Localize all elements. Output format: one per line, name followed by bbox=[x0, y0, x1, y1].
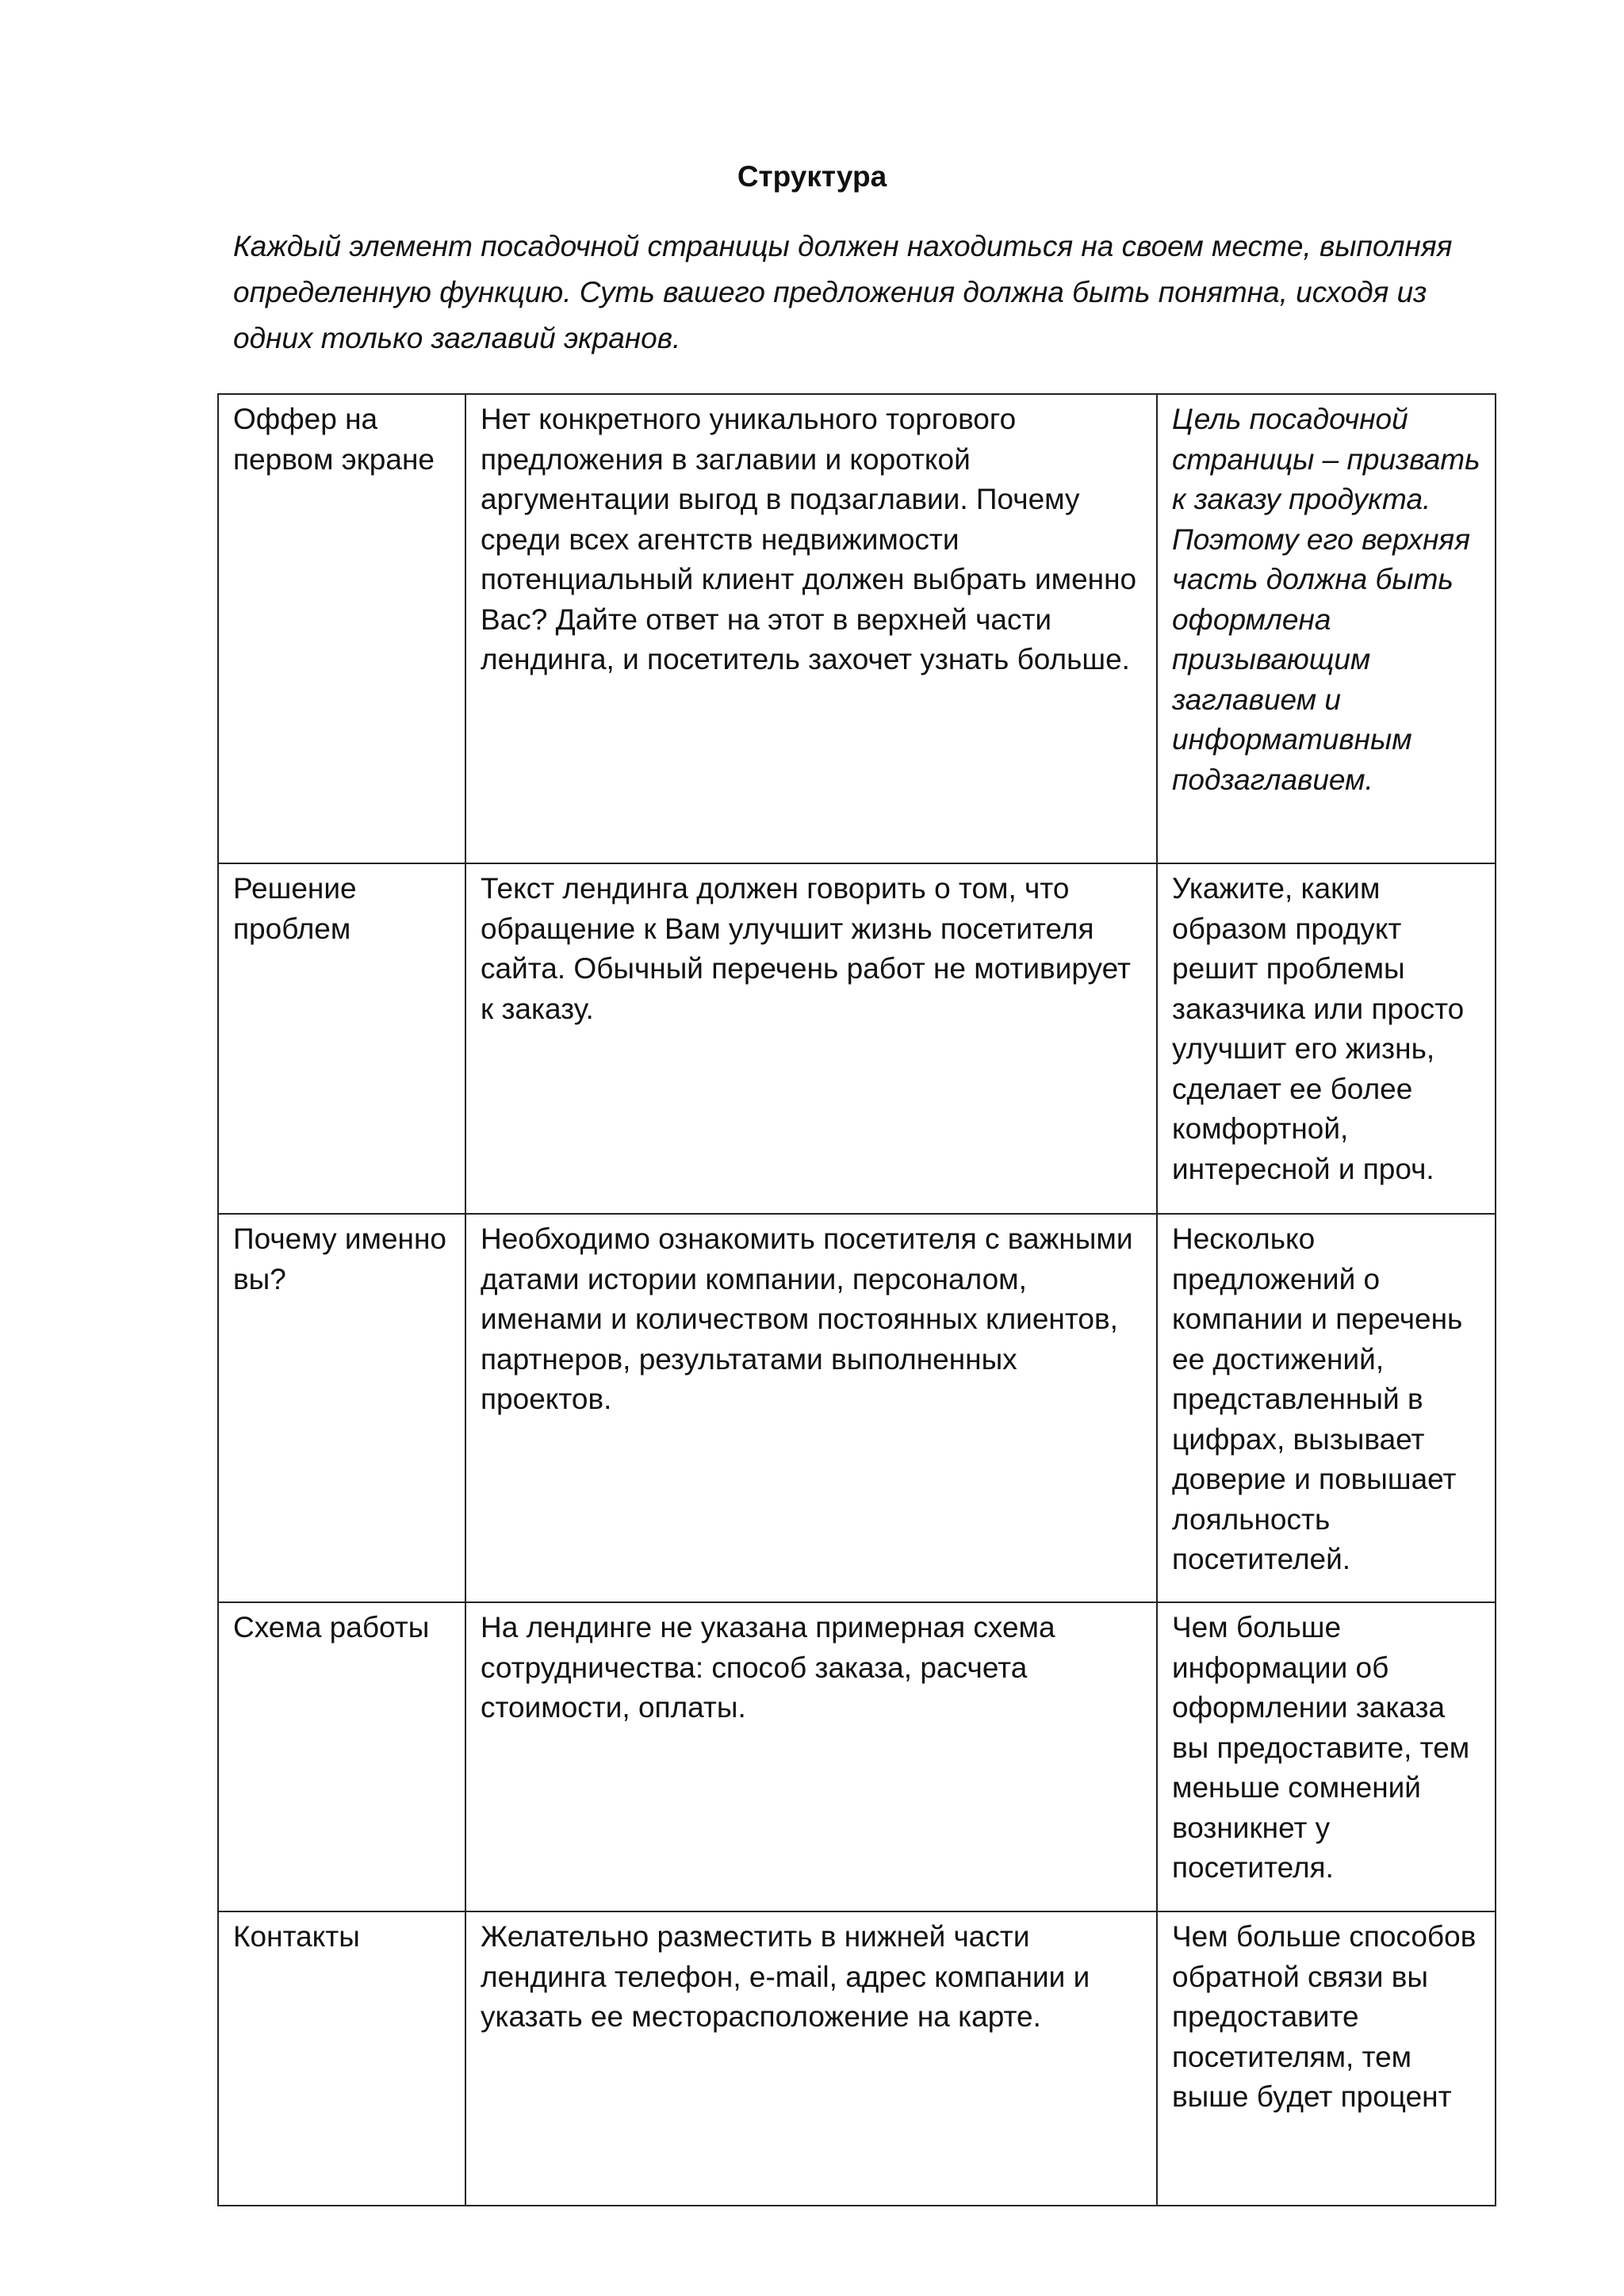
element-label: Почему именно вы? bbox=[233, 1223, 446, 1295]
issue-cell bbox=[465, 1214, 1157, 1602]
element-cell bbox=[218, 1602, 465, 1911]
element-cell bbox=[218, 1214, 465, 1602]
element-cell bbox=[218, 394, 465, 863]
issue-cell bbox=[465, 1602, 1157, 1911]
table-row bbox=[218, 1602, 1496, 1911]
note-cell bbox=[1157, 1214, 1496, 1602]
page-title: Структура bbox=[737, 160, 887, 193]
table-row bbox=[218, 1214, 1496, 1602]
note-text: Несколько предложений о компании и перечень ее достижений, представленный в цифрах, вызывает доверие и повышает лояльность посетителей. bbox=[1172, 1223, 1463, 1575]
element-label: Схема работы bbox=[233, 1611, 430, 1644]
element-label: Оффер на первом экране bbox=[233, 403, 435, 476]
note-cell bbox=[1157, 863, 1496, 1214]
table-row bbox=[218, 394, 1496, 863]
note-cell bbox=[1157, 1602, 1496, 1911]
note-text: Чем больше информации об оформлении заказа вы предоставите, тем меньше сомнений возникнет у посетителя. bbox=[1172, 1611, 1470, 1884]
element-cell bbox=[218, 863, 465, 1214]
structure-table bbox=[217, 393, 1496, 2206]
issue-text: Необходимо ознакомить посетителя с важными датами истории компании, персоналом, именами и количеством постоянных клиентов, партнеров, результатами выполненных проектов. bbox=[481, 1223, 1133, 1415]
issue-text: Желательно разместить в нижней части лендинга телефон, e-mail, адрес компании и указать ее месторасположение на карте. bbox=[481, 1920, 1090, 2033]
note-cell bbox=[1157, 1911, 1496, 2206]
issue-cell bbox=[465, 863, 1157, 1214]
element-cell bbox=[218, 1911, 465, 2206]
note-cell bbox=[1157, 394, 1496, 863]
note-text: Цель посадочной страницы – призвать к заказу продукта. Поэтому его верхняя часть должна быть оформлена призывающим заглавием и информативным подзаглавием. bbox=[1172, 403, 1480, 796]
issue-text: На лендинге не указана примерная схема сотрудничества: способ заказа, расчета стоимости, оплаты. bbox=[481, 1611, 1055, 1724]
note-text: Чем больше способов обратной связи вы предоставите посетителям, тем выше будет процент bbox=[1172, 1920, 1477, 2113]
table-row bbox=[218, 863, 1496, 1214]
element-label: Решение проблем bbox=[233, 872, 357, 945]
table-row bbox=[218, 1911, 1496, 2206]
issue-text: Нет конкретного уникального торгового предложения в заглавии и короткой аргументации выгод в подзаглавии. Почему среди всех агентств недвижимости потенциальный клиент должен выбрать именно Вас? Дайте ответ на этот в верхней части лендинга, и посетитель захочет узнать больше. bbox=[481, 403, 1137, 675]
issue-cell bbox=[465, 394, 1157, 863]
issue-text: Текст лендинга должен говорить о том, что обращение к Вам улучшит жизнь посетителя сайта. Обычный перечень работ не мотивирует к заказу. bbox=[481, 872, 1131, 1025]
issue-cell bbox=[465, 1911, 1157, 2206]
note-text: Укажите, каким образом продукт решит проблемы заказчика или просто улучшит его жизнь, сделает ее более комфортной, интересной и проч. bbox=[1172, 872, 1465, 1185]
intro-paragraph: Каждый элемент посадочной страницы должен находиться на своем месте, выполняя определенную функцию. Суть вашего предложения должна быть понятна, исходя из одних только заглавий экранов. bbox=[233, 230, 1453, 354]
element-label: Контакты bbox=[233, 1920, 360, 1953]
